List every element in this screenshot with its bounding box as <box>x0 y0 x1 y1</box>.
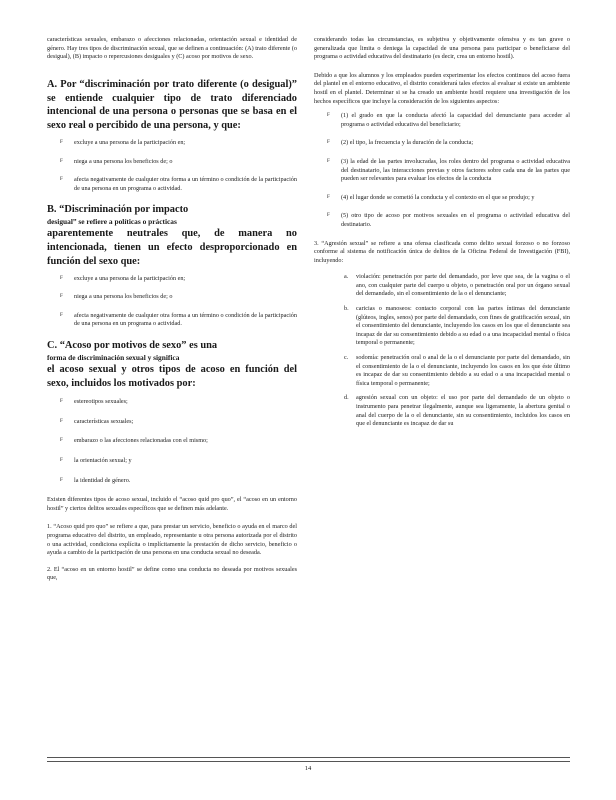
off-campus-paragraph: Debido a que los alumnos y los empleados pueden experimentar los efectos continuos del acoso fuera del plantel en el entorno educativo, el distrito considerará tales efectos al evaluar si existe un ambiente hostil en el plantel. Determinar si se ha creado un ambiente hostil requiere una investigación de los hechos específicos que incluye la consideración de los siguientes aspectos: <box>314 71 570 105</box>
offenses-list <box>344 273 570 429</box>
bullet-icon: F <box>60 438 63 444</box>
footer-divider <box>47 761 570 762</box>
section-b-list <box>60 275 297 329</box>
right-column <box>314 36 570 435</box>
list-item: F excluye a una persona de la participación en; <box>60 274 186 282</box>
bullet-icon: F <box>327 113 330 119</box>
section-c-subtitle: forma de discriminación sexual y significa <box>47 352 180 362</box>
list-item: F (2) el tipo, la frecuencia y la duración de la conducta; <box>327 139 474 147</box>
bullet-icon: F <box>60 275 63 281</box>
list-item: c. sodomía: penetración oral o anal de la o el denunciante por parte del demandado, sin el consentimiento de la o el denunciante, incluyendo los casos en los que éste último es incapaz de dar su consentimiento debido a su edad o a una incapacidad mental o física temporal o permanente; <box>344 354 570 387</box>
page-number: 14 <box>304 765 312 772</box>
list-item: b. caricias o manoseos: contacto corporal con las partes íntimas del denunciante (glúteos, ingles, senos) por parte del demandado, con fines de gratificación sexual, sin el consentimiento del denunciante, incluyendo los casos en los que el denunciante sea incapaz de dar su consentimiento debido a su edad o a una incapacidad mental o física temporal o permanente; <box>344 305 570 347</box>
intro-paragraph: características sexuales, embarazo o afecciones relacionadas, orientación sexual e identidad de género. Hay tres tipos de discriminación sexual, que se definen a continuación: (A) trato diferente (o desigual), (B) impacto o repercusiones desiguales y (C) acoso por motivos de sexo. <box>47 36 297 61</box>
list-item: F (1) el grado en que la conducta afectó la capacidad del denunciante para acceder al programa o actividad educativa del beneficiario; <box>327 112 570 128</box>
bullet-icon: F <box>60 158 63 164</box>
quid-pro-quo-paragraph: 1. “Acoso quid pro quo” se refiere a que, para prestar un servicio, beneficio o ayuda en el marco del programa educativo del distrito, un empleado, representante u otra persona autorizada por el distrito o una actividad, condiciona explícita o implícitamente la prestación de dicho servicio, beneficio o ayuda a cambio de la participación de una persona en una conducta sexual no deseada. <box>47 523 297 557</box>
bullet-icon: F <box>327 194 330 200</box>
list-item: a. violación: penetración por parte del demandado, por leve que sea, de la vagina o el ano, con cualquier parte del cuerpo u objeto, o penetración oral por un órgano sexual del demandado, sin el consentimiento de la o el denunciante; <box>344 273 570 298</box>
footer-divider <box>47 757 570 758</box>
list-item: F embarazo o las afecciones relacionadas con el mismo; <box>60 437 208 445</box>
bullet-icon: F <box>327 213 330 219</box>
factors-list <box>327 112 570 229</box>
bullet-icon: F <box>60 399 63 405</box>
section-b-body: aparentemente neutrales que, de manera no intencionada, tienen un efecto desproporcionado en función del sexo que: <box>47 228 297 267</box>
bullet-icon: F <box>60 458 63 464</box>
section-c-title: C. “Acoso por motivos de sexo” es una <box>47 339 218 351</box>
list-item: F (5) otro tipo de acoso por motivos sexuales en el programa o actividad educativa del destinatario. <box>327 212 570 228</box>
section-b-subtitle: desigual” se refiere a políticas o prácticas <box>47 217 177 227</box>
list-item: F afecta negativamente de cualquier otra forma a un término o condición de la participación de una persona en un programa o actividad. <box>60 176 297 192</box>
list-item: F características sexuales; <box>60 417 134 425</box>
list-item: F la orientación sexual; y <box>60 457 132 465</box>
section-c-after: Existen diferentes tipos de acoso sexual, incluido el “acoso quid pro quo”, el “acoso en un entorno hostil” y ciertos delitos sexuales específicos que se definen más adelante. <box>47 496 297 512</box>
section-a-list <box>60 139 297 193</box>
list-item: d. agresión sexual con un objeto: el uso por parte del demandado de un objeto o instrumento para penetrar ilegalmente, aunque sea ligeramente, la abertura genital o anal del cuerpo de la o el denunciante, sin su consentimiento, incluidos los casos en que el denunciante es incapaz de dar su <box>344 394 570 428</box>
list-item: F la identidad de género. <box>60 476 131 484</box>
list-item: F afecta negativamente de cualquier otra forma a un término o condición de la participación de una persona en un programa o actividad. <box>60 311 297 328</box>
hostile-environment-paragraph: 2. El “acoso en un entorno hostil” se define como una conducta no deseada por motivos sexuales que, <box>47 565 297 582</box>
bullet-icon: F <box>60 477 63 483</box>
list-item: F niega a una persona los beneficios de; o <box>60 293 173 301</box>
left-column <box>47 36 297 583</box>
section-b-title: B. “Discriminación por impacto <box>47 204 189 216</box>
list-item: F estereotipos sexuales; <box>60 398 128 406</box>
sexual-assault-paragraph: 3. “Agresión sexual” se refiere a una ofensa clasificada como delito sexual forzoso o no forzoso conforme al sistema de notificación única de delitos de la Oficina Federal de Investigación (FBI), incluyendo: <box>314 239 570 264</box>
section-c-list <box>60 398 297 485</box>
list-item: F (4) el lugar donde se cometió la conducta y el contexto en el que se produjo; y <box>327 193 535 201</box>
list-item: F niega a una persona los beneficios de; o <box>60 157 173 165</box>
bullet-icon: F <box>60 177 63 183</box>
list-item: F (3) la edad de las partes involucradas, los roles dentro del programa o actividad educativa del destinatario, las interacciones previas y otros factores sobre cada una de las partes que pueden ser relevantes para evaluar los efectos de la conducta <box>327 157 570 183</box>
bullet-icon: F <box>60 294 63 300</box>
section-a-heading: A. Por “discriminación por trato diferente (o desigual)” se entiende cualquier tipo de trato diferenciado intencional de una persona o personas que se basa en el sexo real o percibido de una persona, y que: <box>47 78 297 132</box>
bullet-icon: F <box>60 312 63 318</box>
bullet-icon: F <box>327 140 330 146</box>
bullet-icon: F <box>327 158 330 164</box>
list-item: F excluye a una persona de la participación en; <box>60 138 186 146</box>
bullet-icon: F <box>60 139 63 145</box>
hostile-environment-continued: considerando todas las circunstancias, es subjetiva y objetivamente ofensiva y es tan grave o generalizada que limita o deniega la capacidad de una persona para participar o beneficiarse del programa o actividad educativa del destinatario (es decir, crea un entorno hostil). <box>314 36 570 61</box>
bullet-icon: F <box>60 418 63 424</box>
section-c-body: el acoso sexual y otros tipos de acoso en función del sexo, incluidos los motivados por: <box>47 363 297 389</box>
